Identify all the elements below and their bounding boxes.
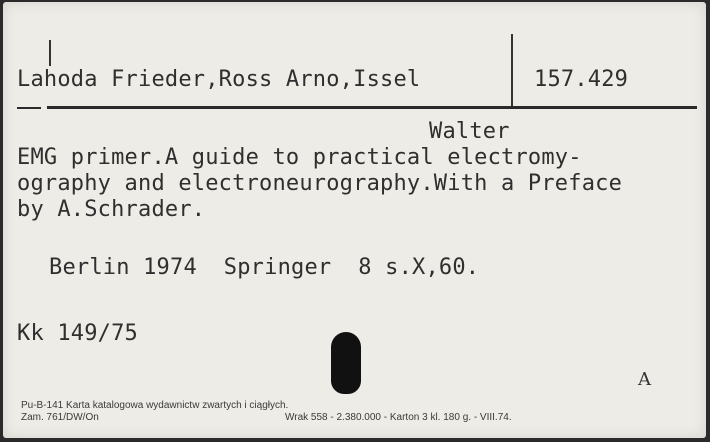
footer-line-1: Pu-B-141 Karta katalogowa wydawnictw zwartych i ciągłych.	[21, 400, 289, 411]
header-underline-start	[17, 107, 41, 109]
author-continued: Walter	[429, 119, 510, 144]
header-divider	[511, 34, 513, 106]
header-underline	[47, 106, 697, 109]
handwritten-mark: A	[638, 369, 651, 390]
title-line-1: EMG primer.A guide to practical electromy-	[17, 145, 582, 170]
call-number: 157.429	[534, 67, 629, 92]
title-line-3: by A.Schrader.	[17, 197, 206, 222]
card-punch-hole	[331, 332, 361, 394]
imprint-line: Berlin 1974 Springer 8 s.X,60.	[49, 255, 480, 280]
authors-heading: Lahoda Frieder,Ross Arno,Issel	[17, 67, 421, 92]
footer-line-2-left: Zam. 761/DW/On	[21, 412, 99, 423]
accession-number: Kk 149/75	[17, 321, 139, 346]
header-tick-mark	[49, 40, 51, 66]
title-line-2: ography and electroneurography.With a Preface	[17, 171, 623, 196]
footer-line-2-right: Wrak 558 - 2.380.000 - Karton 3 kl. 180 g. - VIII.74.	[285, 412, 512, 423]
catalog-card	[3, 2, 706, 438]
